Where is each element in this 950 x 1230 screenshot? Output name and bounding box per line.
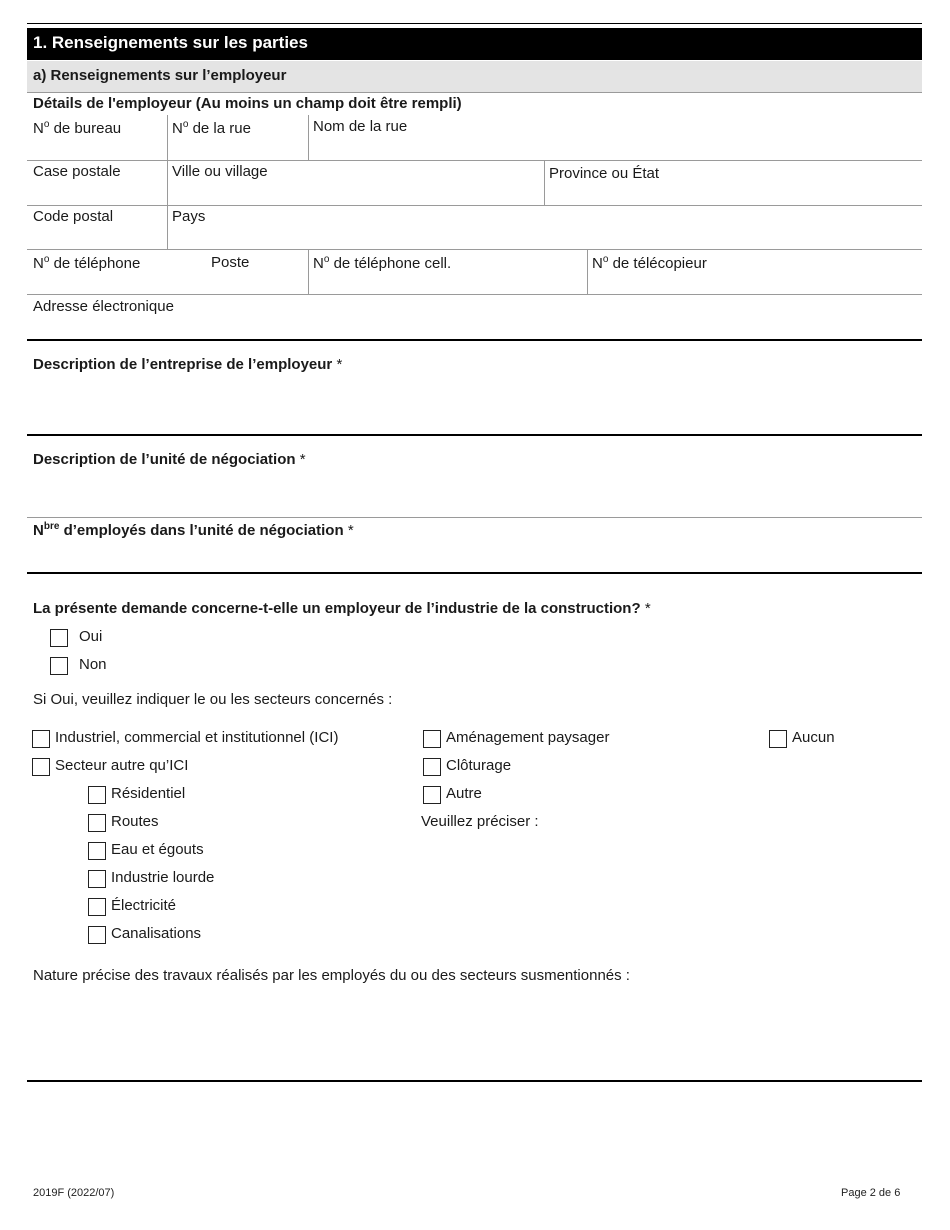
fencing-label: Clôturage	[446, 757, 512, 774]
pipeline-checkbox[interactable]	[88, 926, 106, 944]
street-name-label[interactable]: Nom de la rue	[313, 118, 408, 135]
fencing-checkbox[interactable]	[423, 758, 441, 776]
form-code: 2019F (2022/07)	[33, 1187, 115, 1199]
yes-label: Oui	[79, 628, 103, 645]
other-checkbox[interactable]	[423, 786, 441, 804]
electrical-label: Électricité	[111, 897, 177, 914]
phone-label[interactable]: $N^o$ de téléphone	[33, 254, 141, 272]
city-label[interactable]: Ville ou village	[172, 163, 268, 180]
email-label[interactable]: Adresse électronique	[33, 298, 174, 315]
street-number-label[interactable]: $N^o$ de la rue	[172, 119, 251, 137]
landscaping-label: Aménagement paysager	[446, 729, 610, 746]
employee-count-label[interactable]: $N^{bre}$ d’employés dans l’unité de négociation *	[33, 521, 354, 539]
none-checkbox[interactable]	[769, 730, 787, 748]
no-checkbox[interactable]	[50, 657, 68, 675]
specify-label[interactable]: Veuillez préciser :	[421, 813, 539, 830]
no-label: Non	[79, 656, 107, 673]
province-label[interactable]: Province ou État	[549, 165, 660, 182]
ici-checkbox[interactable]	[32, 730, 50, 748]
section-subtitle: a) Renseignements sur l’employeur	[27, 61, 922, 92]
residential-checkbox[interactable]	[88, 786, 106, 804]
fax-label[interactable]: $N^o$ de télécopieur	[592, 254, 707, 272]
none-label: Aucun	[792, 729, 835, 746]
section-title: 1. Renseignements sur les parties	[27, 28, 922, 60]
roads-checkbox[interactable]	[88, 814, 106, 832]
bargaining-unit-label[interactable]: Description de l’unité de négociation *	[33, 451, 306, 468]
ici-label: Industriel, commercial et institutionnel (ICI)	[55, 729, 339, 746]
pipeline-label: Canalisations	[111, 925, 202, 942]
residential-label: Résidentiel	[111, 785, 186, 802]
sewer-label: Eau et égouts	[111, 841, 204, 858]
cell-phone-label[interactable]: $N^o$ de téléphone cell.	[313, 254, 452, 272]
extension-label[interactable]: Poste	[211, 254, 250, 271]
other-label: Autre	[446, 785, 482, 802]
if-yes-instruction: Si Oui, veuillez indiquer le ou les secteurs concernés :	[33, 691, 393, 708]
non-ici-label: Secteur autre qu’ICI	[55, 757, 189, 774]
country-label[interactable]: Pays	[172, 208, 206, 225]
non-ici-checkbox[interactable]	[32, 758, 50, 776]
sewer-checkbox[interactable]	[88, 842, 106, 860]
office-number-label[interactable]: $N^o$ de bureau	[33, 119, 122, 137]
po-box-label[interactable]: Case postale	[33, 163, 121, 180]
postal-code-label[interactable]: Code postal	[33, 208, 114, 225]
heavy-industry-checkbox[interactable]	[88, 870, 106, 888]
business-description-label[interactable]: Description de l’entreprise de l’employeur *	[33, 356, 343, 373]
electrical-checkbox[interactable]	[88, 898, 106, 916]
page-number: Page 2 de 6	[841, 1187, 901, 1199]
landscaping-checkbox[interactable]	[423, 730, 441, 748]
employer-details-heading: Détails de l'employeur (Au moins un champ doit être rempli)	[33, 95, 462, 112]
roads-label: Routes	[111, 813, 159, 830]
nature-of-work-label[interactable]: Nature précise des travaux réalisés par les employés du ou des secteurs susmentionnés :	[33, 967, 630, 984]
construction-question: La présente demande concerne-t-elle un employeur de l’industrie de la construction? *	[33, 600, 651, 617]
heavy-industry-label: Industrie lourde	[111, 869, 215, 886]
yes-checkbox[interactable]	[50, 629, 68, 647]
